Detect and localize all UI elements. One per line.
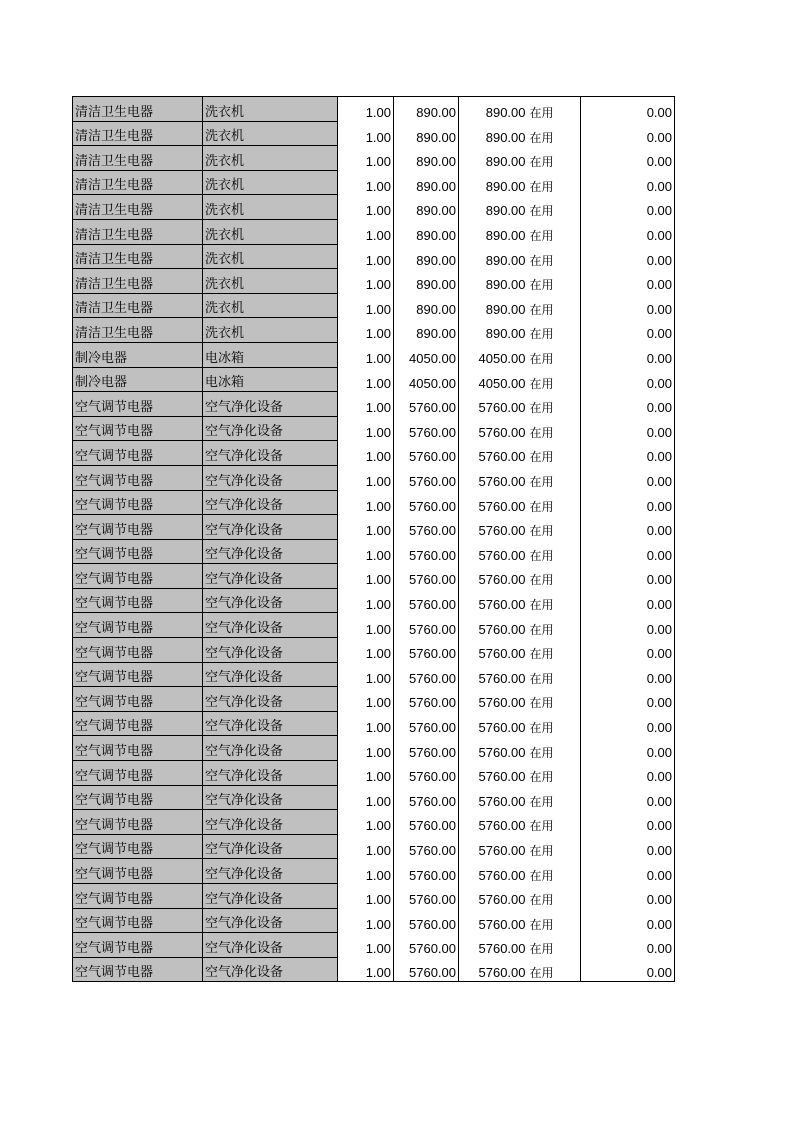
cell-amount[interactable]: 890.00: [459, 170, 528, 195]
cell-net-value[interactable]: 0.00: [581, 564, 675, 589]
cell-quantity[interactable]: 1.00: [338, 613, 394, 638]
cell-amount[interactable]: 5760.00: [459, 662, 528, 687]
cell-category[interactable]: 空气调节电器: [73, 859, 203, 884]
cell-net-value[interactable]: 0.00: [581, 908, 675, 933]
cell-category[interactable]: 空气调节电器: [73, 736, 203, 761]
cell-asset-name[interactable]: 空气净化设备: [203, 785, 338, 810]
cell-category[interactable]: 空气调节电器: [73, 392, 203, 417]
cell-quantity[interactable]: 1.00: [338, 933, 394, 958]
cell-status[interactable]: 在用: [528, 465, 581, 490]
cell-status[interactable]: 在用: [528, 293, 581, 318]
cell-amount[interactable]: 5760.00: [459, 761, 528, 786]
cell-unit-price[interactable]: 890.00: [394, 195, 459, 220]
cell-status[interactable]: 在用: [528, 711, 581, 736]
cell-quantity[interactable]: 1.00: [338, 515, 394, 540]
cell-asset-name[interactable]: 空气净化设备: [203, 761, 338, 786]
cell-status[interactable]: 在用: [528, 219, 581, 244]
cell-asset-name[interactable]: 空气净化设备: [203, 392, 338, 417]
cell-asset-name[interactable]: 空气净化设备: [203, 834, 338, 859]
cell-net-value[interactable]: 0.00: [581, 662, 675, 687]
cell-status[interactable]: 在用: [528, 195, 581, 220]
table-row: [73, 761, 675, 786]
table-row: [73, 441, 675, 466]
cell-asset-name[interactable]: 空气净化设备: [203, 441, 338, 466]
cell-net-value[interactable]: 0.00: [581, 441, 675, 466]
cell-status[interactable]: 在用: [528, 170, 581, 195]
cell-net-value[interactable]: 0.00: [581, 613, 675, 638]
cell-amount[interactable]: 5760.00: [459, 859, 528, 884]
cell-category[interactable]: 空气调节电器: [73, 515, 203, 540]
table-row: [73, 957, 675, 982]
cell-net-value[interactable]: 0.00: [581, 97, 675, 122]
cell-status[interactable]: 在用: [528, 121, 581, 146]
cell-amount[interactable]: 890.00: [459, 293, 528, 318]
cell-amount[interactable]: 890.00: [459, 97, 528, 122]
cell-category[interactable]: 空气调节电器: [73, 687, 203, 712]
cell-status[interactable]: 在用: [528, 785, 581, 810]
cell-net-value[interactable]: 0.00: [581, 539, 675, 564]
cell-category[interactable]: 清洁卫生电器: [73, 146, 203, 171]
cell-asset-name[interactable]: 空气净化设备: [203, 515, 338, 540]
cell-status[interactable]: 在用: [528, 588, 581, 613]
cell-unit-price[interactable]: 5760.00: [394, 416, 459, 441]
cell-net-value[interactable]: 0.00: [581, 834, 675, 859]
cell-amount[interactable]: 5760.00: [459, 810, 528, 835]
cell-category[interactable]: 清洁卫生电器: [73, 121, 203, 146]
cell-unit-price[interactable]: 5760.00: [394, 687, 459, 712]
cell-unit-price[interactable]: 5760.00: [394, 834, 459, 859]
cell-amount[interactable]: 4050.00: [459, 342, 528, 367]
cell-status[interactable]: 在用: [528, 908, 581, 933]
cell-unit-price[interactable]: 5760.00: [394, 539, 459, 564]
cell-status[interactable]: 在用: [528, 662, 581, 687]
table-row: [73, 244, 675, 269]
cell-unit-price[interactable]: 5760.00: [394, 613, 459, 638]
cell-unit-price[interactable]: 5760.00: [394, 957, 459, 982]
cell-asset-name[interactable]: 洗衣机: [203, 244, 338, 269]
cell-quantity[interactable]: 1.00: [338, 588, 394, 613]
table-row: [73, 687, 675, 712]
cell-quantity[interactable]: 1.00: [338, 195, 394, 220]
cell-status[interactable]: 在用: [528, 515, 581, 540]
cell-category[interactable]: 空气调节电器: [73, 638, 203, 663]
cell-amount[interactable]: 890.00: [459, 244, 528, 269]
cell-asset-name[interactable]: 空气净化设备: [203, 416, 338, 441]
cell-quantity[interactable]: 1.00: [338, 121, 394, 146]
cell-asset-name[interactable]: 洗衣机: [203, 269, 338, 294]
cell-net-value[interactable]: 0.00: [581, 785, 675, 810]
table-row: [73, 834, 675, 859]
cell-asset-name[interactable]: 空气净化设备: [203, 588, 338, 613]
table-row: [73, 146, 675, 171]
cell-amount[interactable]: 5760.00: [459, 441, 528, 466]
cell-status[interactable]: 在用: [528, 884, 581, 909]
cell-amount[interactable]: 5760.00: [459, 957, 528, 982]
cell-category[interactable]: 空气调节电器: [73, 588, 203, 613]
cell-amount[interactable]: 5760.00: [459, 687, 528, 712]
cell-asset-name[interactable]: 空气净化设备: [203, 490, 338, 515]
cell-status[interactable]: 在用: [528, 638, 581, 663]
table-row: [73, 785, 675, 810]
cell-asset-name[interactable]: 电冰箱: [203, 367, 338, 392]
cell-net-value[interactable]: 0.00: [581, 318, 675, 343]
cell-amount[interactable]: 5760.00: [459, 465, 528, 490]
cell-category[interactable]: 空气调节电器: [73, 810, 203, 835]
cell-net-value[interactable]: 0.00: [581, 957, 675, 982]
cell-unit-price[interactable]: 5760.00: [394, 884, 459, 909]
cell-status[interactable]: 在用: [528, 318, 581, 343]
cell-unit-price[interactable]: 890.00: [394, 219, 459, 244]
cell-net-value[interactable]: 0.00: [581, 810, 675, 835]
cell-category[interactable]: 空气调节电器: [73, 761, 203, 786]
cell-quantity[interactable]: 1.00: [338, 170, 394, 195]
cell-status[interactable]: 在用: [528, 490, 581, 515]
cell-unit-price[interactable]: 5760.00: [394, 908, 459, 933]
cell-asset-name[interactable]: 空气净化设备: [203, 908, 338, 933]
cell-quantity[interactable]: 1.00: [338, 687, 394, 712]
cell-quantity[interactable]: 1.00: [338, 441, 394, 466]
cell-net-value[interactable]: 0.00: [581, 219, 675, 244]
cell-unit-price[interactable]: 890.00: [394, 121, 459, 146]
cell-amount[interactable]: 5760.00: [459, 416, 528, 441]
cell-unit-price[interactable]: 5760.00: [394, 638, 459, 663]
cell-unit-price[interactable]: 890.00: [394, 170, 459, 195]
cell-net-value[interactable]: 0.00: [581, 761, 675, 786]
cell-quantity[interactable]: 1.00: [338, 859, 394, 884]
cell-asset-name[interactable]: 洗衣机: [203, 97, 338, 122]
cell-asset-name[interactable]: 洗衣机: [203, 318, 338, 343]
cell-unit-price[interactable]: 5760.00: [394, 490, 459, 515]
cell-category[interactable]: 清洁卫生电器: [73, 170, 203, 195]
cell-net-value[interactable]: 0.00: [581, 884, 675, 909]
table-row: [73, 170, 675, 195]
cell-status[interactable]: 在用: [528, 342, 581, 367]
cell-asset-name[interactable]: 空气净化设备: [203, 957, 338, 982]
cell-asset-name[interactable]: 空气净化设备: [203, 859, 338, 884]
cell-status[interactable]: 在用: [528, 761, 581, 786]
cell-category[interactable]: 制冷电器: [73, 342, 203, 367]
cell-net-value[interactable]: 0.00: [581, 588, 675, 613]
cell-category[interactable]: 空气调节电器: [73, 834, 203, 859]
table-row: [73, 367, 675, 392]
table-row: [73, 859, 675, 884]
cell-quantity[interactable]: 1.00: [338, 318, 394, 343]
cell-net-value[interactable]: 0.00: [581, 170, 675, 195]
cell-status[interactable]: 在用: [528, 613, 581, 638]
cell-status[interactable]: 在用: [528, 269, 581, 294]
cell-net-value[interactable]: 0.00: [581, 490, 675, 515]
cell-net-value[interactable]: 0.00: [581, 244, 675, 269]
cell-quantity[interactable]: 1.00: [338, 834, 394, 859]
cell-asset-name[interactable]: 电冰箱: [203, 342, 338, 367]
cell-amount[interactable]: 890.00: [459, 195, 528, 220]
table-row: [73, 515, 675, 540]
cell-asset-name[interactable]: 空气净化设备: [203, 736, 338, 761]
cell-asset-name[interactable]: 空气净化设备: [203, 810, 338, 835]
cell-quantity[interactable]: 1.00: [338, 539, 394, 564]
cell-unit-price[interactable]: 5760.00: [394, 810, 459, 835]
cell-net-value[interactable]: 0.00: [581, 367, 675, 392]
cell-net-value[interactable]: 0.00: [581, 146, 675, 171]
cell-unit-price[interactable]: 5760.00: [394, 859, 459, 884]
cell-asset-name[interactable]: 空气净化设备: [203, 564, 338, 589]
cell-quantity[interactable]: 1.00: [338, 711, 394, 736]
cell-net-value[interactable]: 0.00: [581, 392, 675, 417]
cell-status[interactable]: 在用: [528, 859, 581, 884]
cell-net-value[interactable]: 0.00: [581, 933, 675, 958]
cell-category[interactable]: 空气调节电器: [73, 416, 203, 441]
cell-category[interactable]: 清洁卫生电器: [73, 219, 203, 244]
cell-quantity[interactable]: 1.00: [338, 662, 394, 687]
cell-status[interactable]: 在用: [528, 97, 581, 122]
cell-quantity[interactable]: 1.00: [338, 269, 394, 294]
table-row: [73, 195, 675, 220]
cell-unit-price[interactable]: 890.00: [394, 318, 459, 343]
cell-amount[interactable]: 5760.00: [459, 515, 528, 540]
cell-amount[interactable]: 5760.00: [459, 539, 528, 564]
cell-asset-name[interactable]: 洗衣机: [203, 219, 338, 244]
cell-amount[interactable]: 890.00: [459, 219, 528, 244]
table-row: [73, 219, 675, 244]
cell-net-value[interactable]: 0.00: [581, 269, 675, 294]
table-row: [73, 269, 675, 294]
cell-category[interactable]: 空气调节电器: [73, 441, 203, 466]
table-row: [73, 613, 675, 638]
table-row: [73, 884, 675, 909]
cell-unit-price[interactable]: 5760.00: [394, 711, 459, 736]
cell-status[interactable]: 在用: [528, 146, 581, 171]
cell-net-value[interactable]: 0.00: [581, 416, 675, 441]
table-row: [73, 933, 675, 958]
cell-category[interactable]: 空气调节电器: [73, 662, 203, 687]
cell-status[interactable]: 在用: [528, 392, 581, 417]
cell-category[interactable]: 空气调节电器: [73, 933, 203, 958]
cell-status[interactable]: 在用: [528, 834, 581, 859]
cell-category[interactable]: 清洁卫生电器: [73, 195, 203, 220]
cell-unit-price[interactable]: 890.00: [394, 269, 459, 294]
cell-unit-price[interactable]: 4050.00: [394, 367, 459, 392]
cell-category[interactable]: 清洁卫生电器: [73, 293, 203, 318]
table-row: [73, 564, 675, 589]
table-row: [73, 121, 675, 146]
cell-quantity[interactable]: 1.00: [338, 490, 394, 515]
cell-amount[interactable]: 5760.00: [459, 564, 528, 589]
cell-status[interactable]: 在用: [528, 736, 581, 761]
table-row: [73, 588, 675, 613]
cell-quantity[interactable]: 1.00: [338, 219, 394, 244]
cell-unit-price[interactable]: 890.00: [394, 244, 459, 269]
cell-amount[interactable]: 890.00: [459, 146, 528, 171]
cell-net-value[interactable]: 0.00: [581, 711, 675, 736]
cell-asset-name[interactable]: 空气净化设备: [203, 933, 338, 958]
table-row: [73, 318, 675, 343]
cell-category[interactable]: 空气调节电器: [73, 957, 203, 982]
cell-net-value[interactable]: 0.00: [581, 293, 675, 318]
cell-amount[interactable]: 5760.00: [459, 490, 528, 515]
cell-category[interactable]: 空气调节电器: [73, 539, 203, 564]
cell-unit-price[interactable]: 5760.00: [394, 588, 459, 613]
cell-status[interactable]: 在用: [528, 687, 581, 712]
cell-amount[interactable]: 5760.00: [459, 834, 528, 859]
cell-status[interactable]: 在用: [528, 810, 581, 835]
cell-unit-price[interactable]: 5760.00: [394, 515, 459, 540]
cell-asset-name[interactable]: 空气净化设备: [203, 687, 338, 712]
cell-amount[interactable]: 5760.00: [459, 785, 528, 810]
cell-status[interactable]: 在用: [528, 367, 581, 392]
cell-amount[interactable]: 890.00: [459, 318, 528, 343]
table-row: [73, 293, 675, 318]
table-row: [73, 97, 675, 122]
table-row: [73, 539, 675, 564]
cell-quantity[interactable]: 1.00: [338, 146, 394, 171]
cell-quantity[interactable]: 1.00: [338, 638, 394, 663]
cell-unit-price[interactable]: 5760.00: [394, 564, 459, 589]
cell-amount[interactable]: 4050.00: [459, 367, 528, 392]
cell-category[interactable]: 空气调节电器: [73, 908, 203, 933]
table-row: [73, 416, 675, 441]
cell-amount[interactable]: 5760.00: [459, 884, 528, 909]
cell-category[interactable]: 制冷电器: [73, 367, 203, 392]
cell-unit-price[interactable]: 5760.00: [394, 392, 459, 417]
cell-category[interactable]: 清洁卫生电器: [73, 269, 203, 294]
cell-unit-price[interactable]: 890.00: [394, 293, 459, 318]
asset-table-body: [73, 97, 675, 982]
table-row: [73, 736, 675, 761]
cell-quantity[interactable]: 1.00: [338, 293, 394, 318]
cell-category[interactable]: 空气调节电器: [73, 564, 203, 589]
cell-quantity[interactable]: 1.00: [338, 244, 394, 269]
cell-quantity[interactable]: 1.00: [338, 908, 394, 933]
cell-asset-name[interactable]: 洗衣机: [203, 195, 338, 220]
cell-category[interactable]: 清洁卫生电器: [73, 97, 203, 122]
table-row: [73, 490, 675, 515]
cell-net-value[interactable]: 0.00: [581, 687, 675, 712]
cell-quantity[interactable]: 1.00: [338, 416, 394, 441]
cell-asset-name[interactable]: 空气净化设备: [203, 884, 338, 909]
cell-unit-price[interactable]: 5760.00: [394, 933, 459, 958]
cell-category[interactable]: 清洁卫生电器: [73, 318, 203, 343]
cell-asset-name[interactable]: 空气净化设备: [203, 662, 338, 687]
cell-amount[interactable]: 890.00: [459, 121, 528, 146]
cell-amount[interactable]: 5760.00: [459, 933, 528, 958]
cell-category[interactable]: 空气调节电器: [73, 711, 203, 736]
table-row: [73, 638, 675, 663]
cell-net-value[interactable]: 0.00: [581, 121, 675, 146]
table-row: [73, 908, 675, 933]
cell-quantity[interactable]: 1.00: [338, 785, 394, 810]
cell-net-value[interactable]: 0.00: [581, 859, 675, 884]
cell-asset-name[interactable]: 洗衣机: [203, 146, 338, 171]
cell-quantity[interactable]: 1.00: [338, 367, 394, 392]
cell-status[interactable]: 在用: [528, 244, 581, 269]
cell-net-value[interactable]: 0.00: [581, 195, 675, 220]
cell-asset-name[interactable]: 空气净化设备: [203, 638, 338, 663]
cell-net-value[interactable]: 0.00: [581, 342, 675, 367]
cell-unit-price[interactable]: 5760.00: [394, 761, 459, 786]
cell-amount[interactable]: 5760.00: [459, 736, 528, 761]
cell-asset-name[interactable]: 洗衣机: [203, 293, 338, 318]
table-row: [73, 342, 675, 367]
cell-unit-price[interactable]: 5760.00: [394, 785, 459, 810]
cell-unit-price[interactable]: 5760.00: [394, 736, 459, 761]
cell-amount[interactable]: 5760.00: [459, 392, 528, 417]
cell-net-value[interactable]: 0.00: [581, 465, 675, 490]
cell-status[interactable]: 在用: [528, 957, 581, 982]
cell-net-value[interactable]: 0.00: [581, 638, 675, 663]
cell-asset-name[interactable]: 洗衣机: [203, 121, 338, 146]
cell-amount[interactable]: 5760.00: [459, 908, 528, 933]
cell-status[interactable]: 在用: [528, 416, 581, 441]
table-row: [73, 662, 675, 687]
cell-unit-price[interactable]: 5760.00: [394, 441, 459, 466]
cell-amount[interactable]: 5760.00: [459, 613, 528, 638]
cell-status[interactable]: 在用: [528, 564, 581, 589]
cell-quantity[interactable]: 1.00: [338, 884, 394, 909]
table-row: [73, 810, 675, 835]
table-row: [73, 465, 675, 490]
cell-quantity[interactable]: 1.00: [338, 564, 394, 589]
cell-status[interactable]: 在用: [528, 933, 581, 958]
cell-amount[interactable]: 890.00: [459, 269, 528, 294]
table-row: [73, 711, 675, 736]
cell-amount[interactable]: 5760.00: [459, 638, 528, 663]
cell-net-value[interactable]: 0.00: [581, 736, 675, 761]
cell-asset-name[interactable]: 空气净化设备: [203, 711, 338, 736]
cell-unit-price[interactable]: 4050.00: [394, 342, 459, 367]
cell-quantity[interactable]: 1.00: [338, 761, 394, 786]
cell-unit-price[interactable]: 5760.00: [394, 465, 459, 490]
cell-category[interactable]: 空气调节电器: [73, 490, 203, 515]
cell-net-value[interactable]: 0.00: [581, 515, 675, 540]
cell-status[interactable]: 在用: [528, 539, 581, 564]
cell-unit-price[interactable]: 5760.00: [394, 662, 459, 687]
cell-quantity[interactable]: 1.00: [338, 342, 394, 367]
cell-category[interactable]: 空气调节电器: [73, 613, 203, 638]
cell-quantity[interactable]: 1.00: [338, 957, 394, 982]
cell-asset-name[interactable]: 洗衣机: [203, 170, 338, 195]
cell-unit-price[interactable]: 890.00: [394, 146, 459, 171]
cell-quantity[interactable]: 1.00: [338, 392, 394, 417]
cell-amount[interactable]: 5760.00: [459, 588, 528, 613]
cell-amount[interactable]: 5760.00: [459, 711, 528, 736]
cell-category[interactable]: 空气调节电器: [73, 884, 203, 909]
cell-quantity[interactable]: 1.00: [338, 736, 394, 761]
cell-asset-name[interactable]: 空气净化设备: [203, 539, 338, 564]
cell-category[interactable]: 清洁卫生电器: [73, 244, 203, 269]
asset-table: [72, 96, 675, 982]
cell-asset-name[interactable]: 空气净化设备: [203, 465, 338, 490]
cell-unit-price[interactable]: 890.00: [394, 97, 459, 122]
cell-category[interactable]: 空气调节电器: [73, 465, 203, 490]
cell-category[interactable]: 空气调节电器: [73, 785, 203, 810]
table-row: [73, 392, 675, 417]
cell-quantity[interactable]: 1.00: [338, 97, 394, 122]
cell-quantity[interactable]: 1.00: [338, 810, 394, 835]
cell-quantity[interactable]: 1.00: [338, 465, 394, 490]
cell-status[interactable]: 在用: [528, 441, 581, 466]
cell-asset-name[interactable]: 空气净化设备: [203, 613, 338, 638]
